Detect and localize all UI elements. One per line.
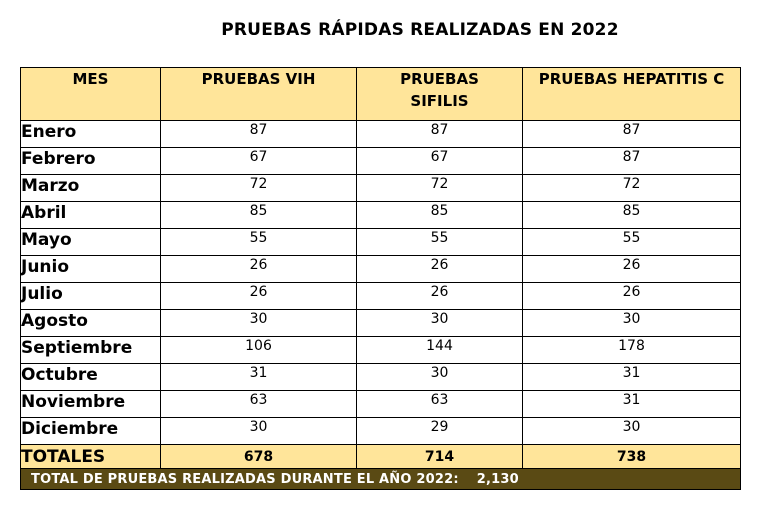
month-cell: Abril [21, 202, 161, 229]
month-cell: Junio [21, 256, 161, 283]
table-row [21, 256, 741, 283]
hepatitis-c-cell: 72 [523, 175, 741, 202]
hepatitis-c-cell: 87 [523, 121, 741, 148]
sifilis-cell: 67 [357, 148, 523, 175]
sifilis-cell: 55 [357, 229, 523, 256]
table-row [21, 310, 741, 337]
vih-cell: 87 [161, 121, 357, 148]
sifilis-cell: 30 [357, 310, 523, 337]
table-row [21, 229, 741, 256]
table-row [21, 148, 741, 175]
page-title: PRUEBAS RÁPIDAS REALIZADAS EN 2022 [221, 20, 619, 40]
table-row [21, 364, 741, 391]
hepatitis-c-cell: 31 [523, 391, 741, 418]
vih-cell: 30 [161, 310, 357, 337]
table-row [21, 418, 741, 445]
month-cell: Julio [21, 283, 161, 310]
table-body [21, 121, 741, 445]
sifilis-cell: 29 [357, 418, 523, 445]
sifilis-cell: 26 [357, 256, 523, 283]
total-hepatitis-c: 738 [523, 445, 741, 469]
table-row [21, 175, 741, 202]
grand-total-row [21, 469, 741, 490]
sifilis-cell: 30 [357, 364, 523, 391]
sifilis-cell: 85 [357, 202, 523, 229]
table-row [21, 337, 741, 364]
grand-total-cell [21, 469, 741, 490]
sifilis-cell: 63 [357, 391, 523, 418]
total-vih: 678 [161, 445, 357, 469]
vih-cell: 72 [161, 175, 357, 202]
month-cell: Febrero [21, 148, 161, 175]
hepatitis-c-cell: 31 [523, 364, 741, 391]
hepatitis-c-cell: 26 [523, 256, 741, 283]
vih-cell: 31 [161, 364, 357, 391]
vih-cell: 67 [161, 148, 357, 175]
header-sifilis: PRUEBAS SIFILIS [357, 68, 523, 121]
sifilis-cell: 144 [357, 337, 523, 364]
vih-cell: 106 [161, 337, 357, 364]
vih-cell: 26 [161, 283, 357, 310]
vih-cell: 63 [161, 391, 357, 418]
vih-cell: 30 [161, 418, 357, 445]
sifilis-cell: 72 [357, 175, 523, 202]
hepatitis-c-cell: 178 [523, 337, 741, 364]
table-row [21, 283, 741, 310]
table-row [21, 121, 741, 148]
hepatitis-c-cell: 30 [523, 418, 741, 445]
hepatitis-c-cell: 85 [523, 202, 741, 229]
table-row [21, 391, 741, 418]
totals-label: TOTALES [21, 445, 161, 469]
month-cell: Enero [21, 121, 161, 148]
vih-cell: 26 [161, 256, 357, 283]
hepatitis-c-cell: 30 [523, 310, 741, 337]
month-cell: Diciembre [21, 418, 161, 445]
sifilis-cell: 87 [357, 121, 523, 148]
month-cell: Agosto [21, 310, 161, 337]
tests-table [20, 67, 741, 490]
month-cell: Mayo [21, 229, 161, 256]
sifilis-cell: 26 [357, 283, 523, 310]
month-cell: Noviembre [21, 391, 161, 418]
totals-row [21, 445, 741, 469]
table-row [21, 202, 741, 229]
hepatitis-c-cell: 55 [523, 229, 741, 256]
header-hepatitis-c: PRUEBAS HEPATITIS C [523, 68, 741, 121]
grand-total-label: TOTAL DE PRUEBAS REALIZADAS DURANTE EL AÑO 2022: [31, 471, 459, 487]
month-cell: Octubre [21, 364, 161, 391]
vih-cell: 85 [161, 202, 357, 229]
hepatitis-c-cell: 87 [523, 148, 741, 175]
month-cell: Septiembre [21, 337, 161, 364]
vih-cell: 55 [161, 229, 357, 256]
hepatitis-c-cell: 26 [523, 283, 741, 310]
header-vih: PRUEBAS VIH [161, 68, 357, 121]
total-sifilis: 714 [357, 445, 523, 469]
header-row [21, 68, 741, 121]
grand-total-value: 2,130 [476, 471, 519, 487]
month-cell: Marzo [21, 175, 161, 202]
header-mes: MES [21, 68, 161, 121]
